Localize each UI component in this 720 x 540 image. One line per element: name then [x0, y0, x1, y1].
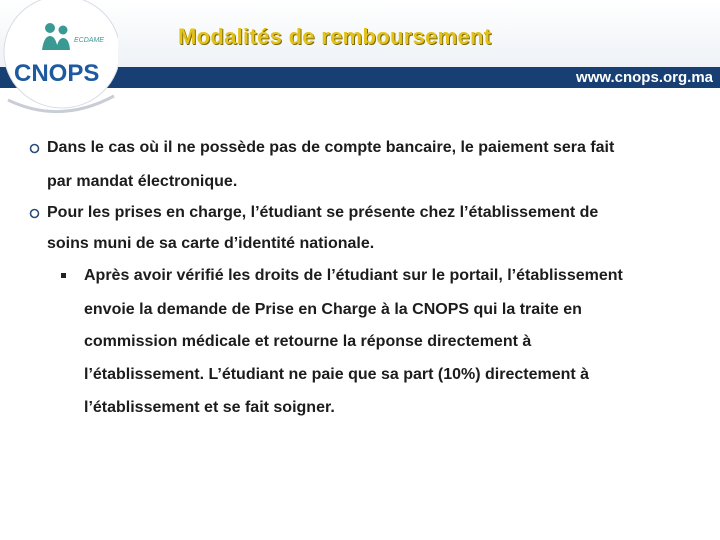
bullet-2-line-2: soins muni de sa carte d’identité nationale. [47, 235, 375, 252]
sub-bullet-line-5: l’établissement et se fait soigner. [84, 399, 335, 416]
hollow-circle-bullet-icon [29, 143, 40, 154]
bullet-2-line-1: Pour les prises en charge, l’étudiant se présente chez l’établissement de [47, 204, 599, 221]
square-bullet-icon [61, 273, 66, 278]
logo-small-text: ECDAME [74, 37, 104, 44]
bullet-1-line-2: par mandat électronique. [47, 173, 238, 190]
hollow-circle-bullet-icon [29, 208, 40, 219]
logo-text: CNOPS [14, 60, 100, 87]
bullet-1-line-1: Dans le cas où il ne possède pas de compte bancaire, le paiement sera fait [47, 139, 615, 156]
page-title: Modalités de remboursement [178, 24, 492, 49]
sub-bullet-line-4: l’établissement. L’étudiant ne paie que sa part (10%) directement à [84, 366, 590, 383]
sub-bullet-line-1: Après avoir vérifié les droits de l’étudiant sur le portail, l’établissement [84, 267, 623, 284]
sub-bullet-line-3: commission médicale et retourne la réponse directement à [84, 333, 532, 350]
website-url: www.cnops.org.ma [576, 69, 713, 86]
sub-bullet-line-2: envoie la demande de Prise en Charge à la CNOPS qui la traite en [84, 301, 582, 318]
